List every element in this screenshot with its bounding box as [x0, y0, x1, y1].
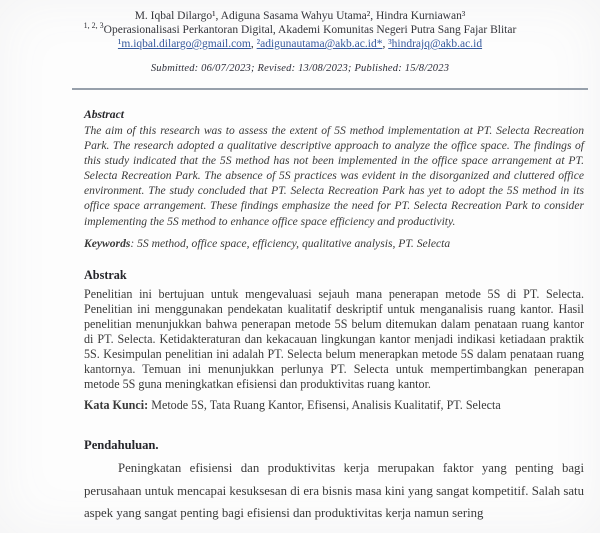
email-link-author2[interactable]: ²adigunautama@akb.ac.id*	[256, 38, 383, 50]
kata-kunci-text: Metode 5S, Tata Ruang Kantor, Efisensi, Analisis Kualitatif, PT. Selecta	[148, 398, 501, 413]
abstrak-heading: Abstrak	[84, 267, 127, 282]
email-link-author3[interactable]: ³hindrajq@akb.ac.id	[388, 38, 483, 50]
introduction-paragraph: Peningkatan efisiensi dan produktivitas kerja merupakan faktor yang penting bagi perusahaan untuk mencapai kesuksesan di era bisnis masa kini yang sangat kompetitif. Salah satu aspek yang sangat penting bagi efisiensi dan produktivitas kerja namun sering	[84, 461, 584, 521]
introduction-heading: Pendahuluan.	[84, 438, 159, 453]
submission-dates-line: Submitted: 06/07/2023; Revised: 13/08/2023; Published: 15/8/2023	[150, 63, 450, 74]
email-separator: ,	[250, 38, 257, 50]
affiliation-text: Operasionalisasi Perkantoran Digital, Akademi Komunitas Negeri Putra Sang Fajar Blitar	[103, 24, 517, 36]
paper-header	[0, 0, 600, 74]
abstract-id-section	[84, 268, 584, 414]
affiliation-superscripts: 1, 2, 3	[83, 21, 104, 31]
affiliation-line	[0, 23, 600, 37]
authors-line: M. Iqbal Dilargo¹, Adiguna Sasama Wahyu Utama², Hindra Kurniawan³	[134, 10, 466, 22]
abstract-body: The aim of this research was to assess the extent of 5S method implementation at PT. Selecta Recreation Park. The research adopted a qualitative descriptive approach to analyze the office space. The findings of this study indicated that the 5S method has not been implemented in the office space arrangement at PT. Selecta Recreation Park. The absence of 5S practices was evident in the disorganized and cluttered office environment. The study concluded that PT. Selecta Recreation Park has yet to adopt the 5S method in its office space arrangement. These findings emphasize the need for PT. Selecta Recreation Park to consider implementing the 5S method to enhance office space efficiency and productivity.	[84, 124, 584, 228]
abstract-heading: Abstract	[84, 108, 124, 121]
emails-line	[0, 37, 600, 51]
paper-body	[84, 108, 584, 525]
kata-kunci-label: Kata Kunci:	[84, 398, 149, 413]
keywords-label: Keywords	[84, 236, 131, 250]
keywords-line	[84, 236, 584, 251]
abstrak-body: Penelitian ini bertujuan untuk mengevaluasi sejauh mana penerapan metode 5S di PT. Selecta. Penelitian ini menggunakan pendekatan kualitatif deskriptif untuk menganalisis ruang kantor. Hasil penelitian menunjukkan bahwa penerapan metode 5S belum ditemukan dalam penataan ruang kantor di PT. Selecta. Ketidakteraturan dan kekacauan lingkungan kantor menjadi indikasi ketiadaan praktik 5S. Kesimpulan penelitian ini adalah PT. Selecta belum menerapkan metode 5S dalam penataan ruang kantornya. Temuan ini menunjukkan perlunya PT. Selecta untuk mempertimbangkan penerapan metode 5S guna meningkatkan efisiensi dan produktivitas ruang kantor.	[84, 286, 584, 392]
email-link-author1[interactable]: ¹m.iqbal.dilargo@gmail.com	[117, 38, 251, 50]
email-separator: ,	[382, 38, 389, 50]
introduction-section	[84, 437, 584, 525]
keywords-text: : 5S method, office space, efficiency, qualitative analysis, PT. Selecta	[130, 236, 451, 250]
kata-kunci-line	[84, 398, 584, 413]
abstract-en-section	[84, 108, 584, 251]
header-divider	[72, 88, 588, 90]
